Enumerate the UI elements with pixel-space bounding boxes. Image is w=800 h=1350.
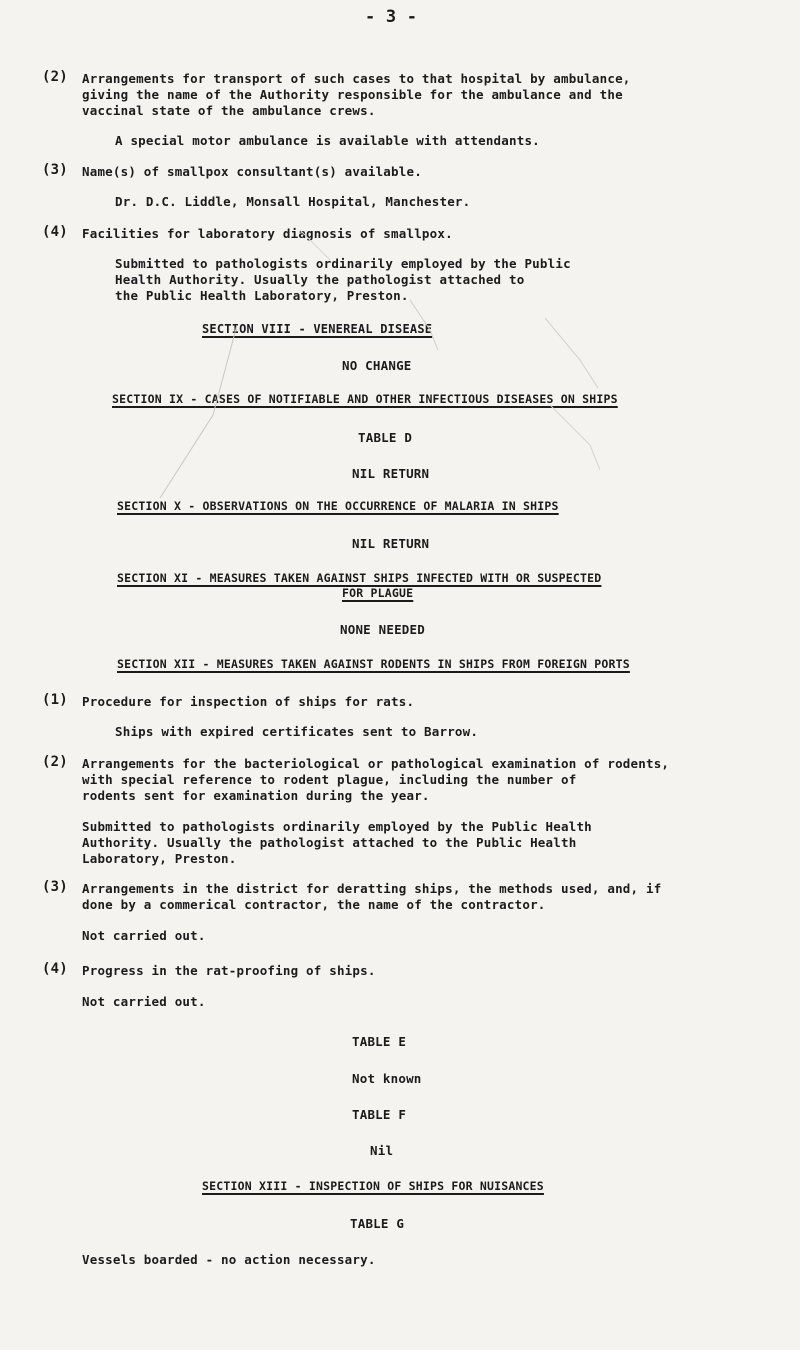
item-text-line: Name(s) of smallpox consultant(s) available. <box>82 164 422 179</box>
item-text-line: Arrangements for transport of such cases to that hospital by ambulance, <box>82 71 631 86</box>
item-number: (4) <box>42 961 68 977</box>
item-answer-line: Health Authority. Usually the pathologist attached to <box>115 272 525 287</box>
table-label: TABLE G <box>350 1216 405 1231</box>
item-text-line: giving the name of the Authority responsible for the ambulance and the <box>82 87 623 102</box>
item-text-line: Facilities for laboratory diagnosis of smallpox. <box>82 226 453 241</box>
section-heading: SECTION VIII - VENEREAL DISEASE <box>202 322 433 336</box>
page-number: - 3 - <box>365 7 418 27</box>
item-text-line: Procedure for inspection of ships for rats. <box>82 694 415 709</box>
section-text: NIL RETURN <box>352 466 430 481</box>
item-number: (2) <box>42 754 68 770</box>
item-text-line: Arrangements for the bacteriological or pathological examination of rodents, <box>82 756 670 771</box>
item-answer-line: Not carried out. <box>82 928 206 943</box>
item-answer-line: Submitted to pathologists ordinarily employed by the Public Health <box>82 819 592 834</box>
section-text: NONE NEEDED <box>340 622 425 637</box>
item-answer-line: the Public Health Laboratory, Preston. <box>115 288 409 303</box>
item-text-line: done by a commerical contractor, the name of the contractor. <box>82 897 546 912</box>
table-text: Not known <box>352 1071 422 1086</box>
section-text: Vessels boarded - no action necessary. <box>82 1252 376 1267</box>
section-heading: SECTION IX - CASES OF NOTIFIABLE AND OTHER INFECTIOUS DISEASES ON SHIPS <box>112 392 618 406</box>
item-number: (3) <box>42 162 68 178</box>
item-text-line: Arrangements in the district for deratting ships, the methods used, and, if <box>82 881 662 896</box>
table-label: TABLE D <box>358 430 413 445</box>
section-heading: SECTION XII - MEASURES TAKEN AGAINST RODENTS IN SHIPS FROM FOREIGN PORTS <box>117 657 630 671</box>
section-text: NO CHANGE <box>342 358 412 373</box>
item-answer-line: Laboratory, Preston. <box>82 851 237 866</box>
item-answer-line: Ships with expired certificates sent to Barrow. <box>115 724 479 739</box>
item-answer: Dr. D.C. Liddle, Monsall Hospital, Manchester. <box>115 194 471 209</box>
item-text-line: vaccinal state of the ambulance crews. <box>82 103 376 118</box>
item-number: (4) <box>42 224 68 240</box>
section-heading-continuation: FOR PLAGUE <box>342 586 414 600</box>
item-answer-line: Authority. Usually the pathologist attached to the Public Health <box>82 835 577 850</box>
item-answer-line: Submitted to pathologists ordinarily employed by the Public <box>115 256 571 271</box>
item-text-line: with special reference to rodent plague, including the number of <box>82 772 577 787</box>
item-text-line: Progress in the rat-proofing of ships. <box>82 963 376 978</box>
item-answer-line: Not carried out. <box>82 994 206 1009</box>
table-label: TABLE E <box>352 1034 407 1049</box>
item-text-line: rodents sent for examination during the year. <box>82 788 430 803</box>
section-heading: SECTION XIII - INSPECTION OF SHIPS FOR NUISANCES <box>202 1179 544 1193</box>
section-text: NIL RETURN <box>352 536 430 551</box>
item-number: (3) <box>42 879 68 895</box>
item-number: (1) <box>42 692 68 708</box>
table-text: Nil <box>370 1143 394 1158</box>
item-answer: A special motor ambulance is available with attendants. <box>115 133 540 148</box>
item-number: (2) <box>42 69 68 85</box>
section-heading: SECTION XI - MEASURES TAKEN AGAINST SHIPS INFECTED WITH OR SUSPECTED <box>117 571 602 585</box>
section-heading: SECTION X - OBSERVATIONS ON THE OCCURRENCE OF MALARIA IN SHIPS <box>117 499 559 513</box>
table-label: TABLE F <box>352 1107 407 1122</box>
